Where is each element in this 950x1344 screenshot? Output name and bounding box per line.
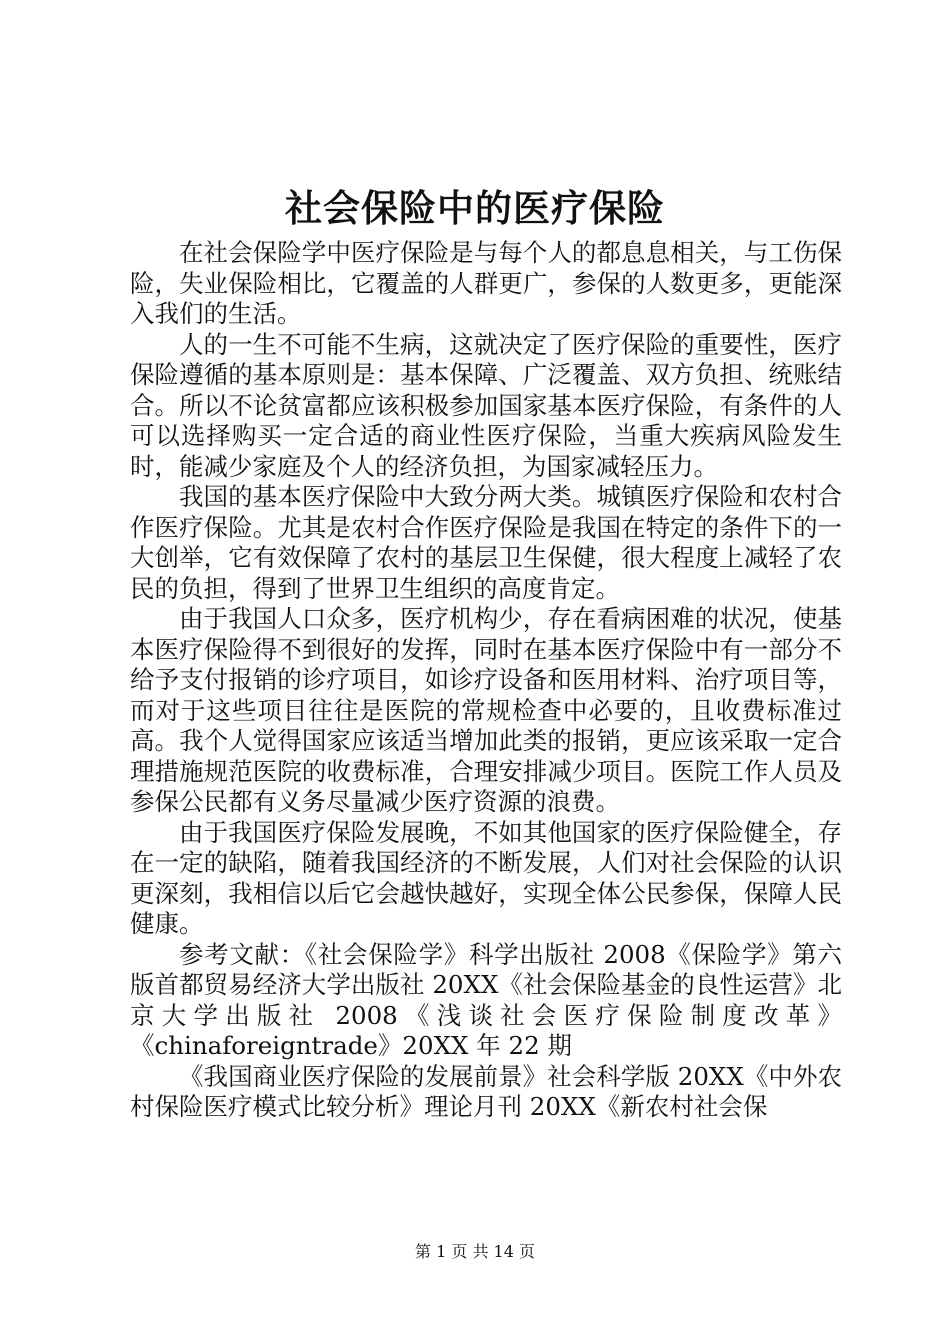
page-footer: 第 1 页 共 14 页 [415,1242,535,1261]
references-paragraph: 《我国商业医疗保险的发展前景》社会科学版 20XX《中外农村保险医疗模式比较分析》理论月刊 20XX《新农村社会保 [130,1061,842,1121]
paragraph: 我国的基本医疗保险中大致分两大类。城镇医疗保险和农村合作医疗保险。尤其是农村合作医疗保险是我国在特定的条件下的一大创举，它有效保障了农村的基层卫生保健，很大程度上减轻了农民的负担，得到了世界卫生组织的高度肯定。 [130,482,842,603]
paragraph: 在社会保险学中医疗保险是与每个人的都息息相关，与工伤保险，失业保险相比，它覆盖的人群更广，参保的人数更多，更能深入我们的生活。 [130,238,842,328]
references-paragraph: 参考文献：《社会保险学》科学出版社 2008《保险学》第六版首都贸易经济大学出版社 20XX《社会保险基金的良性运营》北京大学出版社 2008《浅谈社会医疗保险制度改革》《chinaforeigntrade》20XX 年 22 期 [130,939,842,1060]
paragraph: 由于我国人口众多，医疗机构少，存在看病困难的状况，使基本医疗保险得不到很好的发挥，同时在基本医疗保险中有一部分不给予支付报销的诊疗项目，如诊疗设备和医用材料、治疗项目等，而对于这些项目往往是医院的常规检查中必要的，且收费标准过高。我个人觉得国家应该适当增加此类的报销，更应该采取一定合理措施规范医院的收费标准，合理安排减少项目。医院工作人员及参保公民都有义务尽量减少医疗资源的浪费。 [130,604,842,816]
document-title: 社会保险中的医疗保险 [285,186,665,230]
paragraph: 由于我国医疗保险发展晚，不如其他国家的医疗保险健全，存在一定的缺陷，随着我国经济的不断发展，人们对社会保险的认识更深刻，我相信以后它会越快越好，实现全体公民参保，保障人民健康。 [130,817,842,938]
paragraph: 人的一生不可能不生病，这就决定了医疗保险的重要性，医疗保险遵循的基本原则是：基本保障、广泛覆盖、双方负担、统账结合。所以不论贫富都应该积极参加国家基本医疗保险，有条件的人可以选择购买一定合适的商业性医疗保险，当重大疾病风险发生时，能减少家庭及个人的经济负担，为国家减轻压力。 [130,329,842,481]
document-body [130,238,842,1123]
